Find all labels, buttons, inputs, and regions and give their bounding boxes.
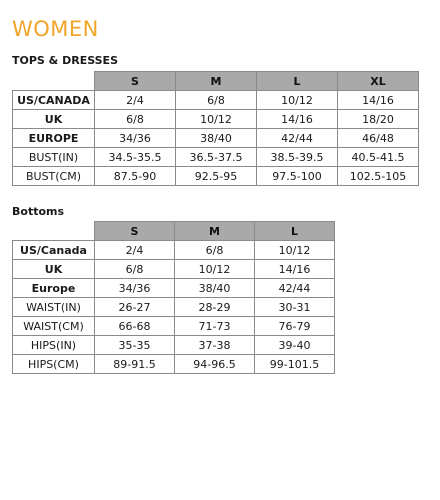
bottoms-size-header: M [175,222,255,241]
table-row [13,317,335,336]
table-cell: 10/12 [176,110,257,129]
row-label: WAIST(IN) [13,298,95,317]
row-label: US/CANADA [13,91,95,110]
table-cell: 34/36 [95,279,175,298]
table-cell: 26-27 [95,298,175,317]
bottoms-size-table [12,221,335,374]
bottoms-size-header: L [255,222,335,241]
table-row [13,279,335,298]
table-cell: 14/16 [338,91,419,110]
table-cell: 14/16 [257,110,338,129]
table-row [13,148,419,167]
row-label: UK [13,110,95,129]
table-cell: 6/8 [176,91,257,110]
table-cell: 34/36 [95,129,176,148]
table-row [13,241,335,260]
table-cell: 2/4 [95,91,176,110]
table-cell: 42/44 [257,129,338,148]
page-title: WOMEN [12,17,99,41]
bottoms-corner-cell [13,222,95,241]
table-cell: 38.5-39.5 [257,148,338,167]
bottoms-header-row [13,222,335,241]
row-label: WAIST(CM) [13,317,95,336]
table-cell: 2/4 [95,241,175,260]
tops-header-row [13,72,419,91]
table-cell: 6/8 [175,241,255,260]
table-row [13,355,335,374]
row-label: HIPS(IN) [13,336,95,355]
table-cell: 94-96.5 [175,355,255,374]
table-cell: 30-31 [255,298,335,317]
table-row [13,91,419,110]
table-row [13,167,419,186]
table-row [13,298,335,317]
table-cell: 89-91.5 [95,355,175,374]
table-cell: 6/8 [95,110,176,129]
table-cell: 14/16 [255,260,335,279]
row-label: Europe [13,279,95,298]
row-label: BUST(IN) [13,148,95,167]
table-cell: 76-79 [255,317,335,336]
tops-size-header: M [176,72,257,91]
tops-size-header: XL [338,72,419,91]
table-cell: 71-73 [175,317,255,336]
table-row [13,129,419,148]
table-cell: 66-68 [95,317,175,336]
row-label: UK [13,260,95,279]
table-cell: 40.5-41.5 [338,148,419,167]
table-cell: 10/12 [175,260,255,279]
tops-size-header: S [95,72,176,91]
tops-size-table [12,71,419,186]
bottoms-size-header: S [95,222,175,241]
table-cell: 46/48 [338,129,419,148]
row-label: EUROPE [13,129,95,148]
table-cell: 87.5-90 [95,167,176,186]
table-cell: 10/12 [255,241,335,260]
table-row [13,260,335,279]
table-row [13,110,419,129]
row-label: HIPS(CM) [13,355,95,374]
tops-section-title: TOPS & DRESSES [12,54,118,67]
table-cell: 36.5-37.5 [176,148,257,167]
table-cell: 99-101.5 [255,355,335,374]
tops-corner-cell [13,72,95,91]
table-cell: 6/8 [95,260,175,279]
table-cell: 10/12 [257,91,338,110]
table-cell: 39-40 [255,336,335,355]
table-cell: 38/40 [175,279,255,298]
table-cell: 92.5-95 [176,167,257,186]
table-cell: 37-38 [175,336,255,355]
table-cell: 42/44 [255,279,335,298]
bottoms-section-title: Bottoms [12,205,65,218]
table-cell: 34.5-35.5 [95,148,176,167]
table-cell: 97.5-100 [257,167,338,186]
table-row [13,336,335,355]
table-cell: 35-35 [95,336,175,355]
tops-size-header: L [257,72,338,91]
table-cell: 102.5-105 [338,167,419,186]
row-label: BUST(CM) [13,167,95,186]
table-cell: 18/20 [338,110,419,129]
table-cell: 28-29 [175,298,255,317]
row-label: US/Canada [13,241,95,260]
table-cell: 38/40 [176,129,257,148]
